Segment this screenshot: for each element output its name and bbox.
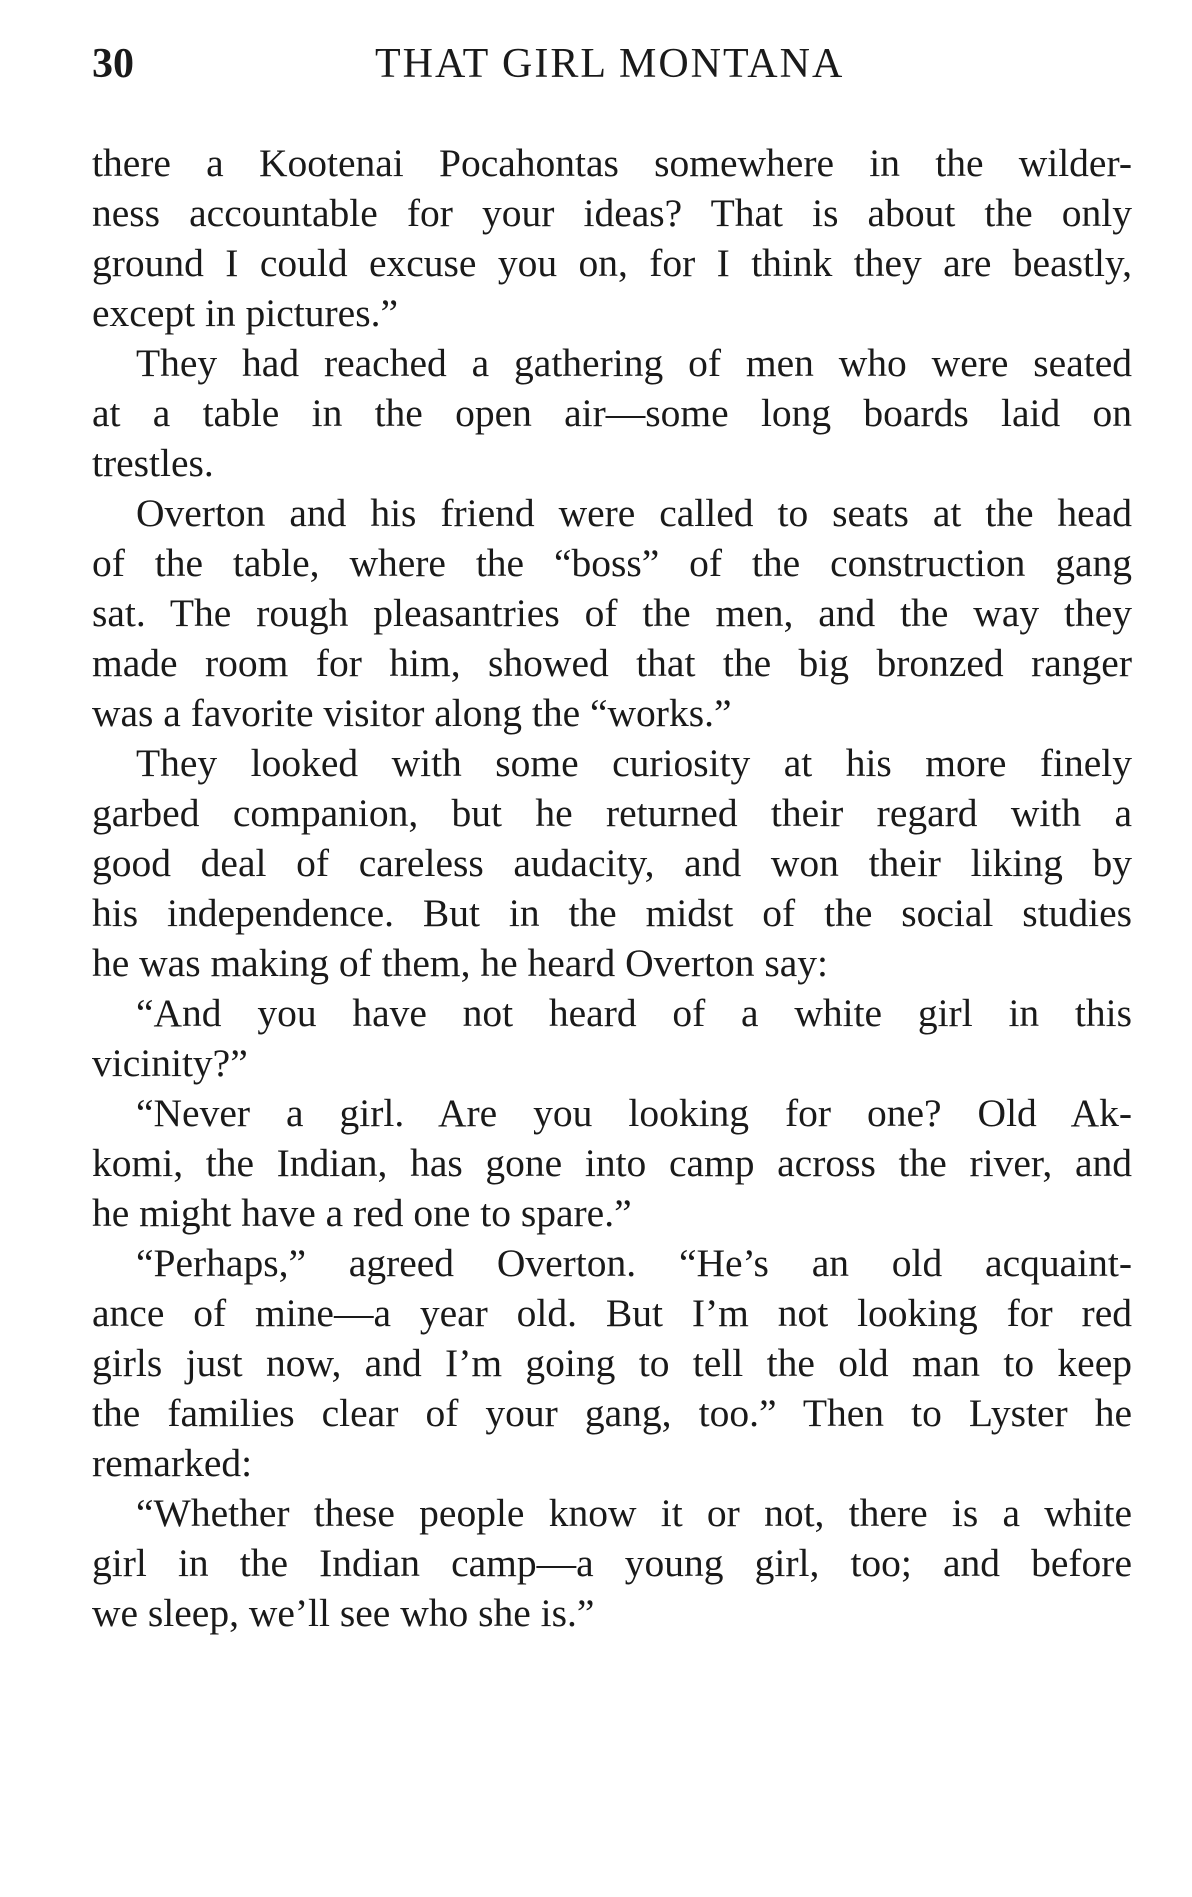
paragraph <box>92 988 1132 1088</box>
text-line: sat. The rough pleasantries of the men, and the way they <box>92 591 1132 635</box>
text-line: They had reached a gathering of men who were seated <box>136 341 1132 385</box>
text-line: good deal of careless audacity, and won their liking by <box>92 841 1132 885</box>
text-line: of the table, where the “boss” of the construction gang <box>92 541 1132 585</box>
text-line: except in pictures.” <box>92 291 398 335</box>
running-title: THAT GIRL MONTANA <box>375 41 845 87</box>
text-line: made room for him, showed that the big bronzed ranger <box>92 641 1132 685</box>
text-line: he was making of them, he heard Overton say: <box>92 941 829 985</box>
text-line: was a favorite visitor along the “works.” <box>92 691 732 735</box>
running-head <box>92 38 1132 90</box>
paragraph <box>92 138 1132 338</box>
text-line: garbed companion, but he returned their regard with a <box>92 791 1132 835</box>
text-line: “Perhaps,” agreed Overton. “He’s an old acquaint- <box>136 1241 1132 1285</box>
text-line: “Whether these people know it or not, there is a white <box>136 1491 1132 1535</box>
text-line: “Never a girl. Are you looking for one? Old Ak- <box>136 1091 1132 1135</box>
text-line: ground I could excuse you on, for I think they are beastly, <box>92 241 1132 285</box>
paragraph <box>92 1238 1132 1488</box>
text-line: we sleep, we’ll see who she is.” <box>92 1591 595 1635</box>
text-line: the families clear of your gang, too.” Then to Lyster he <box>92 1391 1132 1435</box>
page-number: 30 <box>92 41 134 87</box>
text-line: They looked with some curiosity at his more finely <box>136 741 1132 785</box>
text-line: ness accountable for your ideas? That is about the only <box>92 191 1132 235</box>
paragraph <box>92 738 1132 988</box>
text-line: “And you have not heard of a white girl in this <box>136 991 1132 1035</box>
text-line: at a table in the open air—some long boards laid on <box>92 391 1132 435</box>
text-line: komi, the Indian, has gone into camp across the river, and <box>92 1141 1132 1185</box>
text-line: vicinity?” <box>92 1041 248 1085</box>
text-line: trestles. <box>92 441 214 485</box>
paragraph <box>92 488 1132 738</box>
text-line: he might have a red one to spare.” <box>92 1191 632 1235</box>
text-line: there a Kootenai Pocahontas somewhere in the wilder- <box>92 141 1132 185</box>
text-line: his independence. But in the midst of the social studies <box>92 891 1132 935</box>
paragraph <box>92 338 1132 488</box>
text-line: ance of mine—a year old. But I’m not looking for red <box>92 1291 1132 1335</box>
body-text <box>92 138 1132 1638</box>
text-line: Overton and his friend were called to seats at the head <box>136 491 1132 535</box>
paragraph <box>92 1488 1132 1638</box>
text-line: girl in the Indian camp—a young girl, too; and before <box>92 1541 1132 1585</box>
paragraph <box>92 1088 1132 1238</box>
text-line: remarked: <box>92 1441 253 1485</box>
text-line: girls just now, and I’m going to tell the old man to keep <box>92 1341 1132 1385</box>
